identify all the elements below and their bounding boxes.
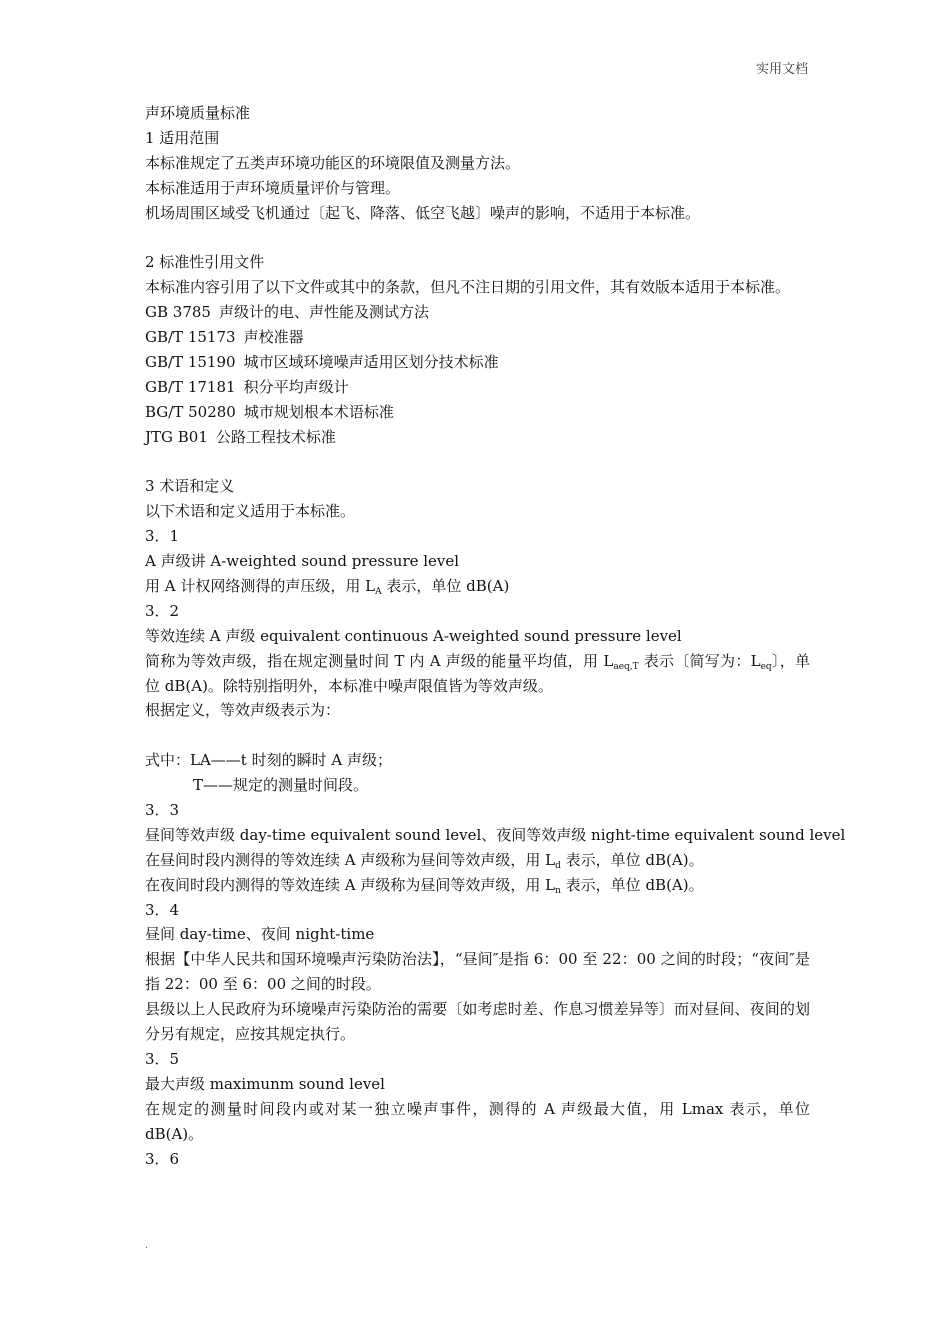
document-body — [145, 101, 846, 1171]
document-title: 声环境质量标准 — [145, 104, 251, 122]
section-1-paragraph: 本标准规定了五类声环境功能区的环境限值及测量方法。 — [145, 153, 521, 172]
reference-title: 公路工程技术标准 — [215, 427, 336, 446]
reference-title: 城市规划根本术语标准 — [243, 402, 394, 421]
section-1-heading: 1 适用范围 — [145, 128, 220, 147]
definition-text: 简称为等效声级，指在规定测量时间 T 内 A 声级的能量平均值，用 L — [145, 651, 614, 670]
footer-mark: . — [145, 1240, 149, 1251]
reference-item — [145, 300, 810, 325]
term-definition — [145, 574, 810, 599]
subscript: A — [375, 586, 382, 597]
reference-code: GB/T 15173 — [145, 328, 236, 347]
reference-code: GB 3785 — [145, 303, 211, 322]
term-definition: 县级以上人民政府为环境噪声污染防治的需要〔如考虑时差、作息习惯差异等〕而对昼间、夜间的划分另有规定，应按其规定执行。 — [145, 1000, 810, 1044]
term-number: 3．4 — [145, 900, 180, 919]
subscript: d — [555, 860, 561, 871]
subscript: eq — [760, 661, 772, 672]
term-definition: 在规定的测量时间段内或对某一独立噪声事件，测得的 A 声级最大值，用 Lmax 表示，单位 dB(A)。 — [145, 1099, 810, 1143]
blank-line — [145, 449, 810, 474]
formula-where: 式中：LA——t 时刻的瞬时 A 声级； — [145, 751, 392, 770]
reference-item — [145, 375, 810, 400]
subscript: n — [555, 885, 561, 896]
definition-text: 表示，单位 dB(A) — [381, 576, 510, 595]
reference-item — [145, 350, 810, 375]
reference-item — [145, 325, 810, 350]
reference-title: 积分平均声级计 — [243, 377, 349, 396]
reference-code: GB/T 17181 — [145, 377, 236, 396]
page-header: 实用文档 — [755, 62, 808, 77]
term-name: A 声级讲 A-weighted sound pressure level — [145, 552, 460, 571]
term-name: 昼间 day-time、夜间 night-time — [145, 925, 375, 944]
section-2-intro: 本标准内容引用了以下文件或其中的条款，但凡不注日期的引用文件，其有效版本适用于本标准。 — [145, 278, 791, 297]
term-name: 昼间等效声级 day-time equivalent sound level、夜间等效声级 night-time equivalent sound level — [145, 825, 846, 844]
section-3-intro: 以下术语和定义适用于本标准。 — [145, 502, 356, 521]
reference-title: 城市区域环境噪声适用区划分技术标准 — [243, 352, 499, 371]
term-name: 最大声级 maximunm sound level — [145, 1074, 385, 1093]
definition-text: 在夜间时段内测得的等效连续 A 声级称为昼间等效声级，用 L — [145, 875, 556, 894]
reference-item — [145, 425, 810, 450]
definition-text: 表示，单位 dB(A)。 — [560, 850, 704, 869]
term-definition — [145, 649, 810, 699]
definition-text: 用 A 计权网络测得的声压级，用 L — [145, 576, 376, 595]
formula-placeholder — [145, 723, 810, 748]
definition-text: 在昼间时段内测得的等效连续 A 声级称为昼间等效声级，用 L — [145, 850, 556, 869]
term-name: 等效连续 A 声级 equivalent continuous A-weighted sound pressure level — [145, 626, 682, 645]
reference-item — [145, 400, 810, 425]
blank-line — [145, 225, 810, 250]
term-number: 3．5 — [145, 1049, 180, 1068]
term-definition — [145, 873, 810, 898]
definition-text: 表示〔简写为：L — [638, 651, 761, 670]
section-1-paragraph: 机场周围区域受飞机通过〔起飞、降落、低空飞越〕噪声的影响，不适用于本标准。 — [145, 203, 701, 222]
reference-code: GB/T 15190 — [145, 352, 236, 371]
term-definition — [145, 848, 810, 873]
term-number: 3．2 — [145, 601, 180, 620]
definition-text: 表示，单位 dB(A)。 — [560, 875, 704, 894]
definition-text: 〕，单位 dB(A)。除特别指明外，本标准中噪声限值皆为等效声级。 — [145, 651, 810, 695]
reference-code: BG/T 50280 — [145, 402, 236, 421]
section-2-heading: 2 标准性引用文件 — [145, 253, 265, 272]
section-1-paragraph: 本标准适用于声环境质量评价与管理。 — [145, 178, 401, 197]
term-definition: 根据【中华人民共和国环境噪声污染防治法】，“昼间″是指 6：00 至 22：00 之间的时段；“夜间″是指 22：00 至 6：00 之间的时段。 — [145, 950, 810, 994]
formula-intro: 根据定义，等效声级表示为： — [145, 701, 341, 720]
formula-where: T——规定的测量时间段。 — [193, 776, 369, 795]
reference-title: 声级计的电、声性能及测试方法 — [218, 303, 429, 322]
term-number: 3．6 — [145, 1149, 180, 1168]
section-3-heading: 3 术语和定义 — [145, 477, 235, 496]
term-number: 3．1 — [145, 527, 180, 546]
term-number: 3．3 — [145, 800, 180, 819]
reference-title: 声校准器 — [243, 328, 304, 347]
reference-code: JTG B01 — [145, 427, 208, 446]
subscript: aeq,T — [613, 661, 639, 672]
